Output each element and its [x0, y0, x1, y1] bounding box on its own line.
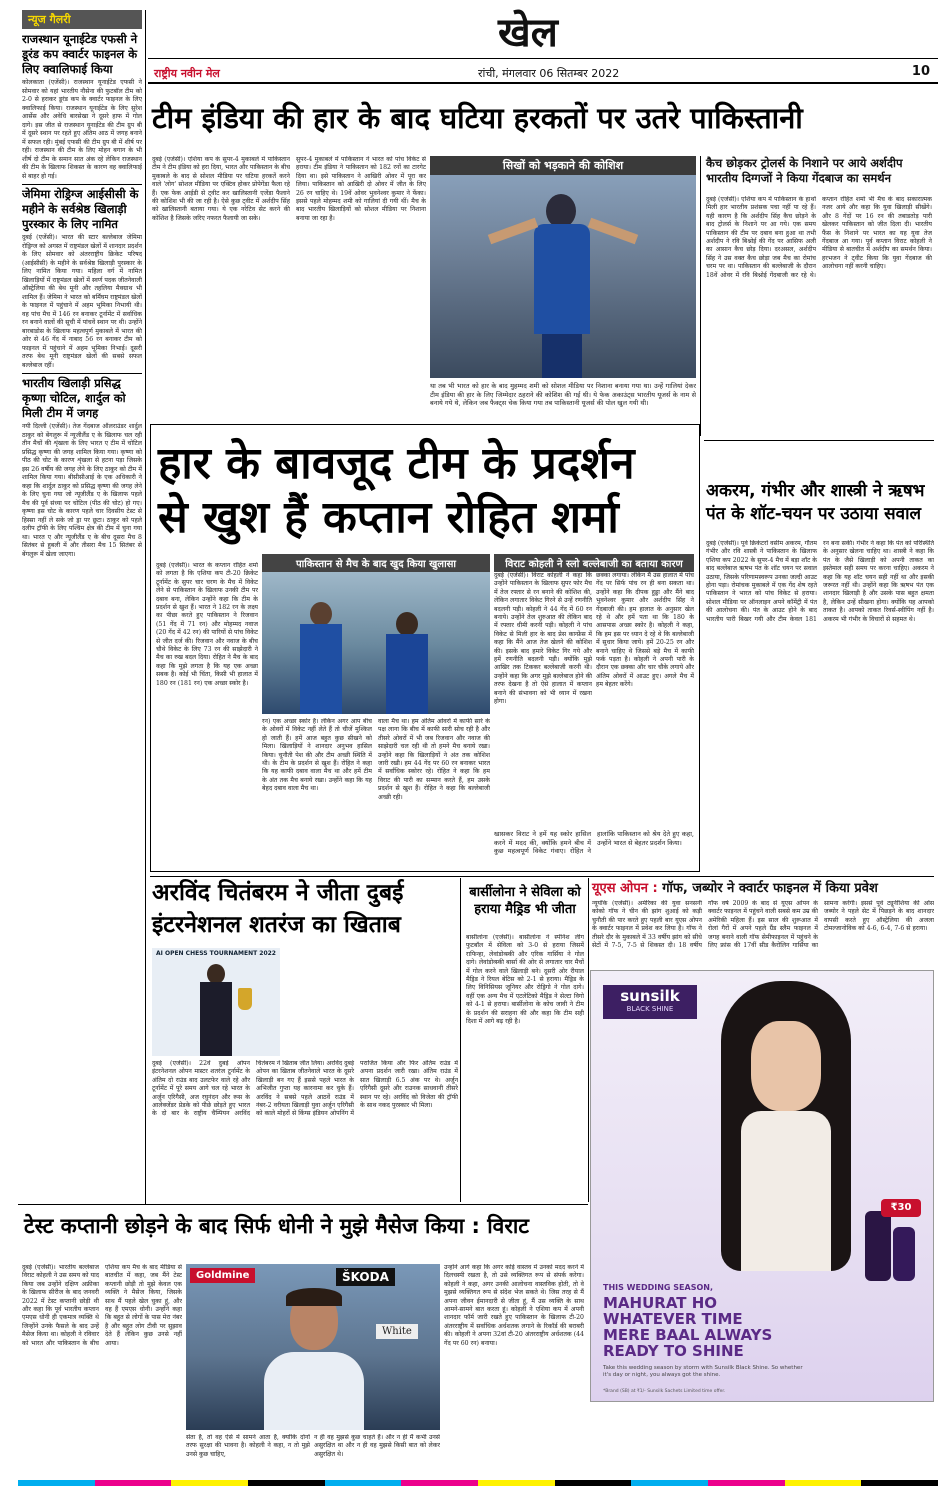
- lead-headline: टीम इंडिया की हार के बाद घटिया हरकतों पर उतरे पाकिस्तानी: [152, 101, 803, 135]
- dateline: रांची, मंगलवार 06 सितम्बर 2022: [478, 67, 620, 80]
- ad-tagline-3: MERE BAAL ALWAYS: [603, 1326, 773, 1344]
- usopen-body: न्यूयॉर्क (एजेंसी)। अमेरिका की युवा सनसनी कोको गॉफ ने चीन की झांग शुआई को कड़ी चुनौती की पार करते हुए पहली बार यूएस ओपन के क्वार्टर फाइनल में प्रवेश कर लिया है। गॉफ ने तीसरे दौर के मुकाबले में 33 वर्षीय झांग को सीधे सेटों में 7-5, 7-5 से शिकस्त दी। 18 वर्षीय गॉफ वर्ष 2009 के बाद से यूएस ओपन के क्वार्टर फाइनल में पहुंचने वाली सबसे कम उम्र की अमेरिकी महिला हैं। इस साल की शुरूआत में रोलां गैरों में अपने पहले ग्रैंड स्लैम फाइनल में जगह बनाने वाली गॉफ सेमीफाइनल में पहुंचने के लिए फ्रांस की 17वीं सीड कैरोलिन गार्सिया का सामना करेंगी। इससे पूर्व ट्यूनीशिया की ओंस जब्योर ने पहले सेट में पिछड़ने के बाद शानदार वापसी करते हुए ऑस्ट्रेलिया की अजला टोमल्जानोविक को 4-6, 6-4, 7-6 से हराया।: [592, 900, 934, 950]
- gallery-label: न्यूज गैलरी: [22, 10, 142, 29]
- chess-headline-line1: अरविंद चितंबरम ने जीता दुबई: [152, 880, 404, 906]
- bottom-col3: न ही वह मुझसे कुछ चाहते हैं। और न ही मैं कभी उनसे असुरक्षित था और न ही वह मुझसे किसी बात को लेकर असुरक्षित थे।: [314, 1434, 440, 1458]
- ad-tagline-1: MAHURAT HO: [603, 1294, 718, 1312]
- sponsor-board-1: Goldmine: [190, 1268, 255, 1283]
- lead-photo: [430, 156, 696, 378]
- chess-photo: [152, 948, 280, 1056]
- ad-disclaimer: *Brand (SB) at ₹1/- Sunsilk Sachets Limited time offer.: [603, 1389, 726, 1394]
- left-story2-body: दुबई (एजेंसी)। भारत की स्टार बल्लेबाज जेमिमा रोड्रिग्ज को अगस्त में राष्ट्रमंडल खेलों में शानदार प्रदर्शन के लिए सोमवार को अंतरराष्ट्रीय क्रिकेट परिषद (आईसीसी) के महीने के सर्वश्रेष्ठ खिलाड़ी पुरस्कार के लिए नामित किया गया। महिला वर्ग में नामित खिलाड़ियों में राष्ट्रमंडल खेलों में स्वर्ण पदक जीतनेवाली ऑस्ट्रेलिया की बेथ मूनी और तहलिया मैक्ग्राथ भी शामिल हैं। जेमिमा ने भारत को बर्मिंघम राष्ट्रमंडल खेलों के फाइनल में पहुंचाने में अहम भूमिका निभायी थी। वह पांच मैच में 146 रन बनाकर टूर्नामेंट में सर्वाधिक रन बनाने वालों की सूची में पांचवें स्थान पर थी। उन्होंने बारबाडोस के खिलाफ महत्वपूर्ण मुकाबले में भारत की ओर से 46 गेंद में नाबाद 56 रन बनाकर टीम को फाइनल में पहुंचाने में अहम भूमिका निभाई। दूसरी तरफ बेथ मूनी राष्ट्रमंडल खेलों की सबसे सफल बल्लेबाज रहीं।: [22, 234, 142, 369]
- left-story2-head: जेमिमा रोड्रिग्ज आईसीसी के महीने के सर्वश्रेष्ठ खिलाड़ी पुरस्कार के लिए नामित: [22, 184, 142, 232]
- ad-model: [711, 981, 861, 1271]
- ad-price-badge: ₹30: [881, 1199, 921, 1217]
- ad-brand: sunsilk: [620, 987, 680, 1005]
- usopen-head: यूएस ओपन : गॉफ, जब्योर ने क्वार्टर फाइनल में किया प्रवेश: [592, 881, 878, 896]
- second-col-c: वाला मैच था। हम अंतिम ओवरों में काफी सारे के पक्ष लाना कि बीच में काफी सारी सोच रही है और तीसरे ओवरों में भी जब रिजवान और नवाज की साझेदारी चल रही थी तो हमने मैच बनाये रखा। उन्होंने कहा कि खिलाड़ियों ने अंत तक कोशिश जारी रखी। हम 44 गेंद पर 60 रन बनाकर भारत में सर्वाधिक स्कोरर रहे। रोहित ने कहा कि हम विराट की पारी का सम्मान करते हैं, हम उसके प्रदर्शन से खुश हैं। रोहित ने कहा कि बल्लेबाजी अच्छी रही।: [378, 718, 490, 801]
- bottom-col4: उन्होंने आगे कहा कि अगर कोई वास्तव में उनको मदद करने में दिलचस्पी रखता है, तो उसे व्यक्तिगत रूप से संपर्क करेगा। कोहली ने कहा, अगर उनकी आलोचना वास्तविक होती, तो वे मुझसे व्यक्तिगत रूप से संदेश भेज सकते थे। जिस तरह से मैं अपना जीवन ईमानदारी से जीता हूं, मैं उस व्यक्ति के साथ आमने-सामने बात करता हूं। कोहली ने एशिया कप में अपनी शानदार फॉर्म जारी रखते हुए पाकिस्तान के खिलाफ टी-20 अंतरराष्ट्रीय में सर्वाधिक अर्धशतक लगाने के रिकॉर्ड की बराबरी की। कोहली ने अपना 32वां टी-20 अंतरराष्ट्रीय अर्धशतक (44 गेंद पर 60 रन) बनाया।: [444, 1264, 584, 1347]
- second-col-e: छक्का लगाया। लेकिन मैं उस हालात में पांच गेंद पर सिर्फ पांच रन ही बना सकता था। उन्होंने कहा कि दीपक हुड्डा और मैंने बाद भुवनेश्वर कुमार और अर्शदीप सिंह ने गेंदबाजी की। हम हालात के अनुसार खेल रहे थे और हमें पता था कि 180 के आसपास अच्छा स्कोर है। कोहली ने कहा, कि हम इस पर ध्यान दे रहे थे कि बल्लेबाजी में सुधार किया जाये। हमें 20-25 रन और बनाने चाहिए थे जिससे बड़े मैच में काफी फर्क पड़ता है। कोहली ने अपनी पारी के दौरान एक छक्का और चार चौके लगाये और अंतिम ओवरों में आउट हुए। अगले मैच में हम बेहतर करेंगे।: [596, 572, 694, 689]
- left-story3-head: भारतीय खिलाड़ी प्रसिद्ध कृष्णा चोटिल, शार्दुल को मिली टीम में जगह: [22, 373, 142, 421]
- second-photo-caption: खासकर विराट ने हमें यह स्कोर हासिल करने में मदद की, क्योंकि हमने बीच में कुछ महत्वपूर्ण विकेट गंवाए। रोहित ने हालांकि पाकिस्तान को श्रेय देते हुए कहा, उन्होंने भारत से बेहतर प्रदर्शन किया।: [494, 830, 694, 856]
- second-photo: [262, 572, 490, 714]
- lead-photo-caption: था तब भी भारत को हार के बाद मुहम्मद शमी को सोशल मीडिया पर निशाना बनाया गया था। उन्हें गालियां देकर टीम इंडिया की हार के लिए जिम्मेदार ठहराने की कोशिश की गई थी। ये फेक अकाउंट्स भारतीय यूजर्स के नाम से बनाये गये थे, लेकिन जब फैक्ट्स चेक किया गया तब पाकिस्तानी यूजर्स की पोल खुल गयी थी।: [430, 382, 696, 408]
- second-headline-line1: हार के बावजूद टीम के प्रदर्शन: [158, 438, 635, 489]
- second-col-b: रन) एक अच्छा स्कोर है। लेकिन अगर आप बीच के ओवरों में विकेट नहीं लेते हैं तो चीजें मुश्किल हो जाती हैं। हमें आज बहुत कुछ सीखने को मिला। खिलाड़ियों ने शानदार अनुभव हासिल किया। चुनौती पेश की और टीम अच्छी स्थिति में थी। के टीम के प्रदर्शन से खुश हैं। रोहित ने कहा कि यह काफी दबाव वाला मैच था और हमें टीम के अंत तक मैच बनाये रखा। उन्होंने कहा कि यह बेहद दबाव वाला मैच था।: [262, 718, 372, 793]
- barca-headline: बार्सीलोना ने सेविला को हराया मैड्रिड भी जीता: [469, 885, 581, 917]
- second-col-d: दुबई (एजेंसी)। विराट कोहली ने कहा कि उन्होंने पाकिस्तान के खिलाफ सुपर फोर मैच में तेज रफ्तार से रन बनाने की कोशिश की, लेकिन लगातार विकेट गिरने से उन्हें रणनीति बदलनी पड़ी। कोहली ने 44 गेंद में 60 रन बनाये। उन्होंने तेज शुरुआत की लेकिन बाद में रफ्तार धीमी करनी पड़ी। कोहली ने पांच विकेट से मिली हार के बाद प्रेस कान्फ्रेंस में कहा कि मैंने आज तेज खेलने की कोशिश की। इसके बाद हमारे विकेट गिर गये और हमें रणनीति बदलनी पड़ी। क्योंकि मुझे आखिर तक टिककर बल्लेबाजी करनी थी। उन्होंने कहा कि अगर मुझे बल्लेबाज होने की तरफ देखना है तो ऐसे हालात में कप्तान बनाने की संभावना को भी ध्यान में रखना होगा।: [494, 572, 592, 706]
- usopen-headline: गॉफ, जब्योर ने क्वार्टर फाइनल में किया प्रवेश: [662, 881, 878, 896]
- color-registration-strip: [18, 1480, 938, 1486]
- ad-bottle: [865, 1211, 891, 1281]
- player1-figure: [296, 602, 346, 714]
- ad-logo-box: [603, 985, 697, 1019]
- second-headline-line2: से खुश हैं कप्तान रोहित शर्मा: [158, 492, 619, 543]
- ad-fine-print: Take this wedding season by storm with Sunsilk Black Shine. So whether it's day or night, you always got the shine.: [603, 1365, 803, 1378]
- right-mid-headline: अकरम, गंभीर और शास्त्री ने ऋषभ पंत के शॉट-चयन पर उठाया सवाल: [706, 481, 925, 524]
- kohli-figure: [264, 1292, 364, 1430]
- sponsor-board-2: ŠKODA: [336, 1268, 395, 1286]
- lead-col2: सुपर-4 मुकाबले में पाकिस्तान ने भारत को पांच विकेट से हराया। टीम इंडिया ने पाकिस्तान को 182 रनों का टारगेट दिया था। इसे पाकिस्तान ने आखिरी ओवर में पूरा कर लिया। पाकिस्तान को आखिरी दो ओवर में जीत के लिए 26 रन चाहिए थे। 19वें ओवर भुवनेश्वर कुमार ने फेंका। इससे पहले मोहम्मद शमी को गालियां दी गयी थीं। मैच के बाद भारतीय खिलाड़ियों को सोशल मीडिया पर निशाना बनाया जा रहा है।: [296, 156, 426, 222]
- ad-tagline-small: THIS WEDDING SEASON,: [603, 1283, 713, 1292]
- lead-photo-label: सिखों को भड़काने की कोशिश: [430, 156, 696, 175]
- bottom-col2: सेता है, तो वह ऐसे में सामने आता है, क्योंकि दोनों तरफ सुरक्षा की भावना है। कोहली ने कहा, न तो मुझे उनसे कुछ चाहिए,: [186, 1434, 310, 1458]
- lead-col1: दुबई (एजेंसी)। एशिया कप के सुपर-4 मुकाबले में पाकिस्तान टीम ने टीम इंडिया को हरा दिया, भारत और पाकिस्तान के बीच मुकाबले के बाद से सोशल मीडिया पर घटिया हरकतें करने वाले 'लोग' सोशल मीडिया पर एक्टिव होकर प्रोपेगेंडा फैला रहे हैं। एक फेक आईडी से ट्वीट कर खालिस्तानी एजेंडा फैलाने की कोशिश भी की जा रही है। ऐसे कुछ ट्वीट में अर्शदीप सिंह को खालिस्तानी बताया गया। ये एक नरेटिव सेट करने की कोशिश है जिसके जरिए नफरत फैलायी जा सके।: [152, 156, 290, 222]
- chess-player: [198, 964, 234, 1056]
- bottom-col1: दुबई (एजेंसी)। भारतीय बल्लेबाज विराट कोहली ने उस समय को याद किया जब उन्होंने दक्षिण अफ्रीका के खिलाफ सीरीज के बाद जनवरी 2022 में टेस्ट कप्तानी छोड़ी थी और कहा कि पूर्व भारतीय कप्तान एमएस धोनी ही एकमात्र व्यक्ति थे जिन्होंने उनके फैसले के बाद उन्हें मैसेज किया था। कोहली ने रविवार को भारत और पाकिस्तान के बीच एशिया कप मैच के बाद मीडिया से बातचीत में कहा, जब मैंने टेस्ट कप्तानी छोड़ी तो मुझे केवल एक व्यक्ति ने मैसेज किया, जिसके साथ मैं पहले खेल चुका हूं, और वह हैं एमएस धोनी। उन्होंने कहा कि बहुत से लोगों के पास मेरा नंबर है और बहुत लोग टीवी पर सुझाव देते हैं लेकिन कुछ उनसे नहीं आया।: [22, 1264, 182, 1347]
- left-story1-body: कोलकाता (एजेंसी)। राजस्थान यूनाईटेड एफसी ने सोमवार को यहां भारतीय नौसेना की फुटबॉल टीम को 2-0 से हराकर डूरंड कप के क्वार्टर फाइनल के लिए क्वालिफाई किया। राजस्थान यूनाईटेड के लिए सुरेश आर्सेस और अवेधि बारसेखा ने दूसरे हाफ में गोल दागे। इस जीत से राजस्थान यूनाईटेड की टीम ग्रुप बी में दूसरे स्थान पर रहते हुए अंतिम आठ में जगह बनाने में सफल रही। मुंबई एफसी की टीम ग्रुप बी में शीर्ष पर रही। राजस्थान की टीम के लिए मोहन बगान के भी शीर्ष दो टीम के समान सात अंक रहे लेकिन राजस्थान की टीम के खिलाफ शिकस्त के कारण वह क्वालिफाई से बाहर हो गई।: [22, 79, 142, 180]
- page-number: 10: [911, 64, 930, 79]
- usopen-label: यूएस ओपन: [592, 881, 648, 896]
- barca-body: बार्सीलोना (एजेंसी)। बार्सीलोना ने स्पेनिश लीग फुटबॉल में सेविला को 3-0 से हराया जिसमें राफिन्हा, लेवांडोव्स्की और एरिक गार्सिया ने गोल दागे। लेवांडोव्स्की बार्सा की ओर से लगातार चार मैचों में गोल करने वाले खिलाड़ी बने। दूसरी ओर रीयाल मैड्रिड ने रियल बेटिस को 2-1 से हराया। मैड्रिड के लिए विनिसियस जूनियर और रोड्रिगो ने गोल दागे। वहीं एक अन्य मैच में एटलेटिको मैड्रिड ने सेल्टा विगो को 4-1 से हराया। बार्सीलोना के कोच जावी ने टीम के प्रदर्शन की सराहना की और कहा कि टीम सही दिशा में आगे बढ़ रही है।: [466, 934, 584, 1026]
- bottom-headline: टेस्ट कप्तानी छोड़ने के बाद सिर्फ धोनी ने मुझे मैसेज किया : विराट: [24, 1214, 529, 1238]
- chess-body: दुबई (एजेंसी)। 22वें दुबई ओपन इंटरनेशनल ओपन मास्टर शतरंज टूर्नामेंट के अंतिम दो राउंड बाद उलटफेर वाले रहे और टूर्नामेंट में पूरे समय आगे चल रहे भारत के अर्जुन एरिगैसी, अज रघुनंदन और रूस के आलेक्जेंडर प्रेडके को पीछे छोड़ते हुए भारत के दो बार के राष्ट्रीय चैम्पियन अरविंद चितंबरम ने खिताब जीत लिया। अरविंद दुबई ओपन का खिताब जीतनेवाले भारत के दूसरे खिलाड़ी बन गए हैं इससे पहले भारत के अभिजीत गुप्ता यह कारनामा कर चुके हैं। अरविंद ने सबसे पहले आठवें राउंड में नंबर-2 वरीयता खिलाड़ी युवा अर्जुन एरिगैसी को काले मोहरों से किंग्स इंडियन ओपनिंग में पराजित किया और फिर अंतिम राउंड में अपना प्रदर्शन जारी रखा। अंतिम राउंड में सात खिलाड़ी 6.5 अंक पर थे। अर्जुन एरिगैसी दूसरे और राउनक साधवानी तीसरे स्थान पर रहे। अरविंद को विजेता की ट्रॉफी के साथ नकद पुरस्कार भी मिला।: [152, 1060, 458, 1118]
- sunsilk-ad: [590, 970, 934, 1402]
- left-news-gallery: [22, 10, 142, 1200]
- right-top-body: दुबई (एजेंसी)। एशिया कप में पाकिस्तान के हाथों मिली हार भारतीय प्रशंसक पचा नहीं पा रहे हैं। यही कारण है कि अर्शदीप सिंह कैच छोड़ने के बाद ट्रोलर्स के निशाने पर आ गये। एक समय पाकिस्तान की टीम पर दबाव बना हुआ था तभी अर्शदीप ने रवि बिश्नोई की गेंद पर आसिफ अली का आसान कैच छोड़ दिया। दरअसल, अर्शदीप सिंह ने उस वक्त कैच छोड़ा जब मैच का रोमांच चरम पर था। पाकिस्तान की बल्लेबाजी के दौरान 18वें ओवर में रवि बिश्नोई गेंदबाजी कर रहे थे। कप्तान रोहित शर्मा भी मैच के बाद सकारात्मक नजर आये और कहा कि युवा खिलाड़ी सीखेंगे। और 8 गेंदों पर 16 रन की तबाडतोड़ पारी खेलकर पाकिस्तान को जीत दिला दी। भारतीय फैंस के निशाने पर भारत का यह युवा तेज गेंदबाज आ गया। पूर्व कप्तान विराट कोहली ने मीडिया से बातचीत में अर्शदीप का समर्थन किया। हरभजन ने ट्वीट किया कि युवा गेंदबाज की आलोचना नहीं करनी चाहिए।: [706, 196, 932, 279]
- ad-bottle-2: [893, 1227, 915, 1281]
- chess-headline-line2: इंटरनेशनल शतरंज का खिताब: [152, 912, 401, 938]
- right-top-headline: कैच छोड़कर ट्रोलर्स के निशाने पर आये अर्शदीप भारतीय दिग्गजों ने किया गेंदबाज का समर्थन: [706, 156, 903, 185]
- section-title: खेल: [498, 9, 558, 56]
- ad-tagline-2: WHATEVER TIME: [603, 1310, 743, 1328]
- second-col-a: दुबई (एजेंसी)। भारत के कप्तान रोहित शर्मा को लगता है कि एशिया कप टी-20 क्रिकेट टूर्नामेंट के सुपर चार चरण के मैच में विकेट लेने से पाकिस्तान के खिलाफ उनकी टीम पर दबाव बना, लेकिन उन्होंने कहा कि टीम के प्रदर्शन से खुश हैं। भारत ने 182 रन के लक्ष्य का पीछा करते हुए पाकिस्तान ने रिजवान (51 गेंद में 71 रन) और मोहम्मद नवाज (20 गेंद में 42 रन) की पारियों से पांच विकेट से जीत दर्ज की। रिजवान और नवाज के बीच चौथे विकेट के लिए 73 रन की साझेदारी ने मैच का रुख बदल दिया। रोहित ने मैच के बाद कहा कि मुझे लगता है कि यह एक अच्छा सबक है। कोई भी चिंता, किसी भी हालात में 180 रन (181 रन) एक अच्छा स्कोर है।: [156, 562, 258, 687]
- left-story3-body: नयी दिल्ली (एजेंसी)। तेज गेंदबाज ऑलराउंडर शार्दुल ठाकुर को बेंगलुरू में न्यूजीलैंड ए के खिलाफ चल रही तीन मैचों की शृंखला के लिए भारत ए टीम में चोटिल प्रसिद्ध कृष्णा की जगह शामिल किया गया। कृष्णा को पीठ की चोट के कारण शृंखला से हटना पड़ा जिसके इस 26 वर्षीय की जगह लेने के लिए ठाकुर को टीम में शामिल किया गया। बीसीसीआई के एक अधिकारी ने कहा कि शार्दुल ठाकुर को प्रसिद्ध कृष्णा की जगह लेने के लिए चुना गया जो न्यूजीलैंड ए के खिलाफ पहले मैच की पूर्व संध्या पर चोटिल (पीठ की चोट) हो गए। कृष्णा इस चोट के कारण पहले चार दिवसीय टेस्ट से हिस्सा नहीं ले सके जो ड्रा पर छूटा। ठाकुर को पहले दलीप ट्रॉफी के लिए पश्चिम क्षेत्र की टीम में चुना गया था। भारत ए और न्यूजीलैंड ए के बीच दूसरा मैच 8 सितंबर से हुबली में और तीसरा मैच 15 सितंबर से बेंगलुरू में खेला जाएगा।: [22, 423, 142, 558]
- ad-tagline-4: READY TO SHINE: [603, 1342, 744, 1360]
- player-figure: [518, 186, 608, 378]
- sponsor-board-3: White: [376, 1324, 418, 1339]
- right-mid-body: दुबई (एजेंसी)। पूर्व क्रिकेटरों वसीम अकरम, गौतम गंभीर और रवि शास्त्री ने पाकिस्तान के खिलाफ एशिया कप 2022 के सुपर-4 मैच में बड़ा शॉट के बाद बल्लेबाज ऋषभ पंत के शॉट चयन पर सवाल उठाया, जिसके परिणामस्वरूप उनका जल्दी आउट होना पड़ा। रोमांचक मुकाबले में एक गेंद शेष रहते पाकिस्तान ने भारत को पांच विकेट से हराया। सोशल मीडिया पर ऑनलाइन अपने कॉमेंट्री में पंत की आलोचना की। पंत के आउट होने के बाद भारतीय पारी बिखर गयी और टीम केवल 181 रन बना सकी। गंभीर ने कहा कि पंत को परिस्थिति के अनुसार खेलना चाहिए था। शास्त्री ने कहा कि पंत के जैसे खिलाड़ी को अपनी ताकत का इस्तेमाल सही समय पर करना चाहिए। अकरम ने कहा कि यह शॉट चयन सही नहीं था और इसकी जरूरत नहीं थी। उन्होंने कहा कि ऋषभ पंत एक शानदार खिलाड़ी है और उसके पास बहुत क्षमता है, लेकिन उन्हें सीखना होगा। क्योंकि यह आपको ताकत है। आपको ताकत रिवर्स-स्वीपिंग नहीं है। अकरम भी गंभीर के विचारों से सहमत थे।: [706, 540, 934, 623]
- trophy-icon: [238, 988, 252, 1010]
- chess-banner: AI OPEN CHESS TOURNAMENT 2022: [156, 950, 276, 957]
- left-story1-head: राजस्थान यूनाईटेड एफसी ने डूरंड कप क्वार्टर फाइनल के लिए क्वालिफाई किया: [22, 32, 138, 76]
- bottom-photo: [186, 1264, 440, 1430]
- masthead: [148, 10, 938, 80]
- second-sub-label: विराट कोहली ने स्लो बल्लेबाजी का बताया कारण: [494, 554, 694, 572]
- player2-figure: [382, 612, 432, 714]
- ad-brand-sub: BLACK SHINE: [626, 1005, 674, 1013]
- paper-name: राष्ट्रीय नवीन मेल: [154, 67, 220, 80]
- second-photo-label: पाकिस्तान से मैच के बाद खुद किया खुलासा: [262, 554, 490, 572]
